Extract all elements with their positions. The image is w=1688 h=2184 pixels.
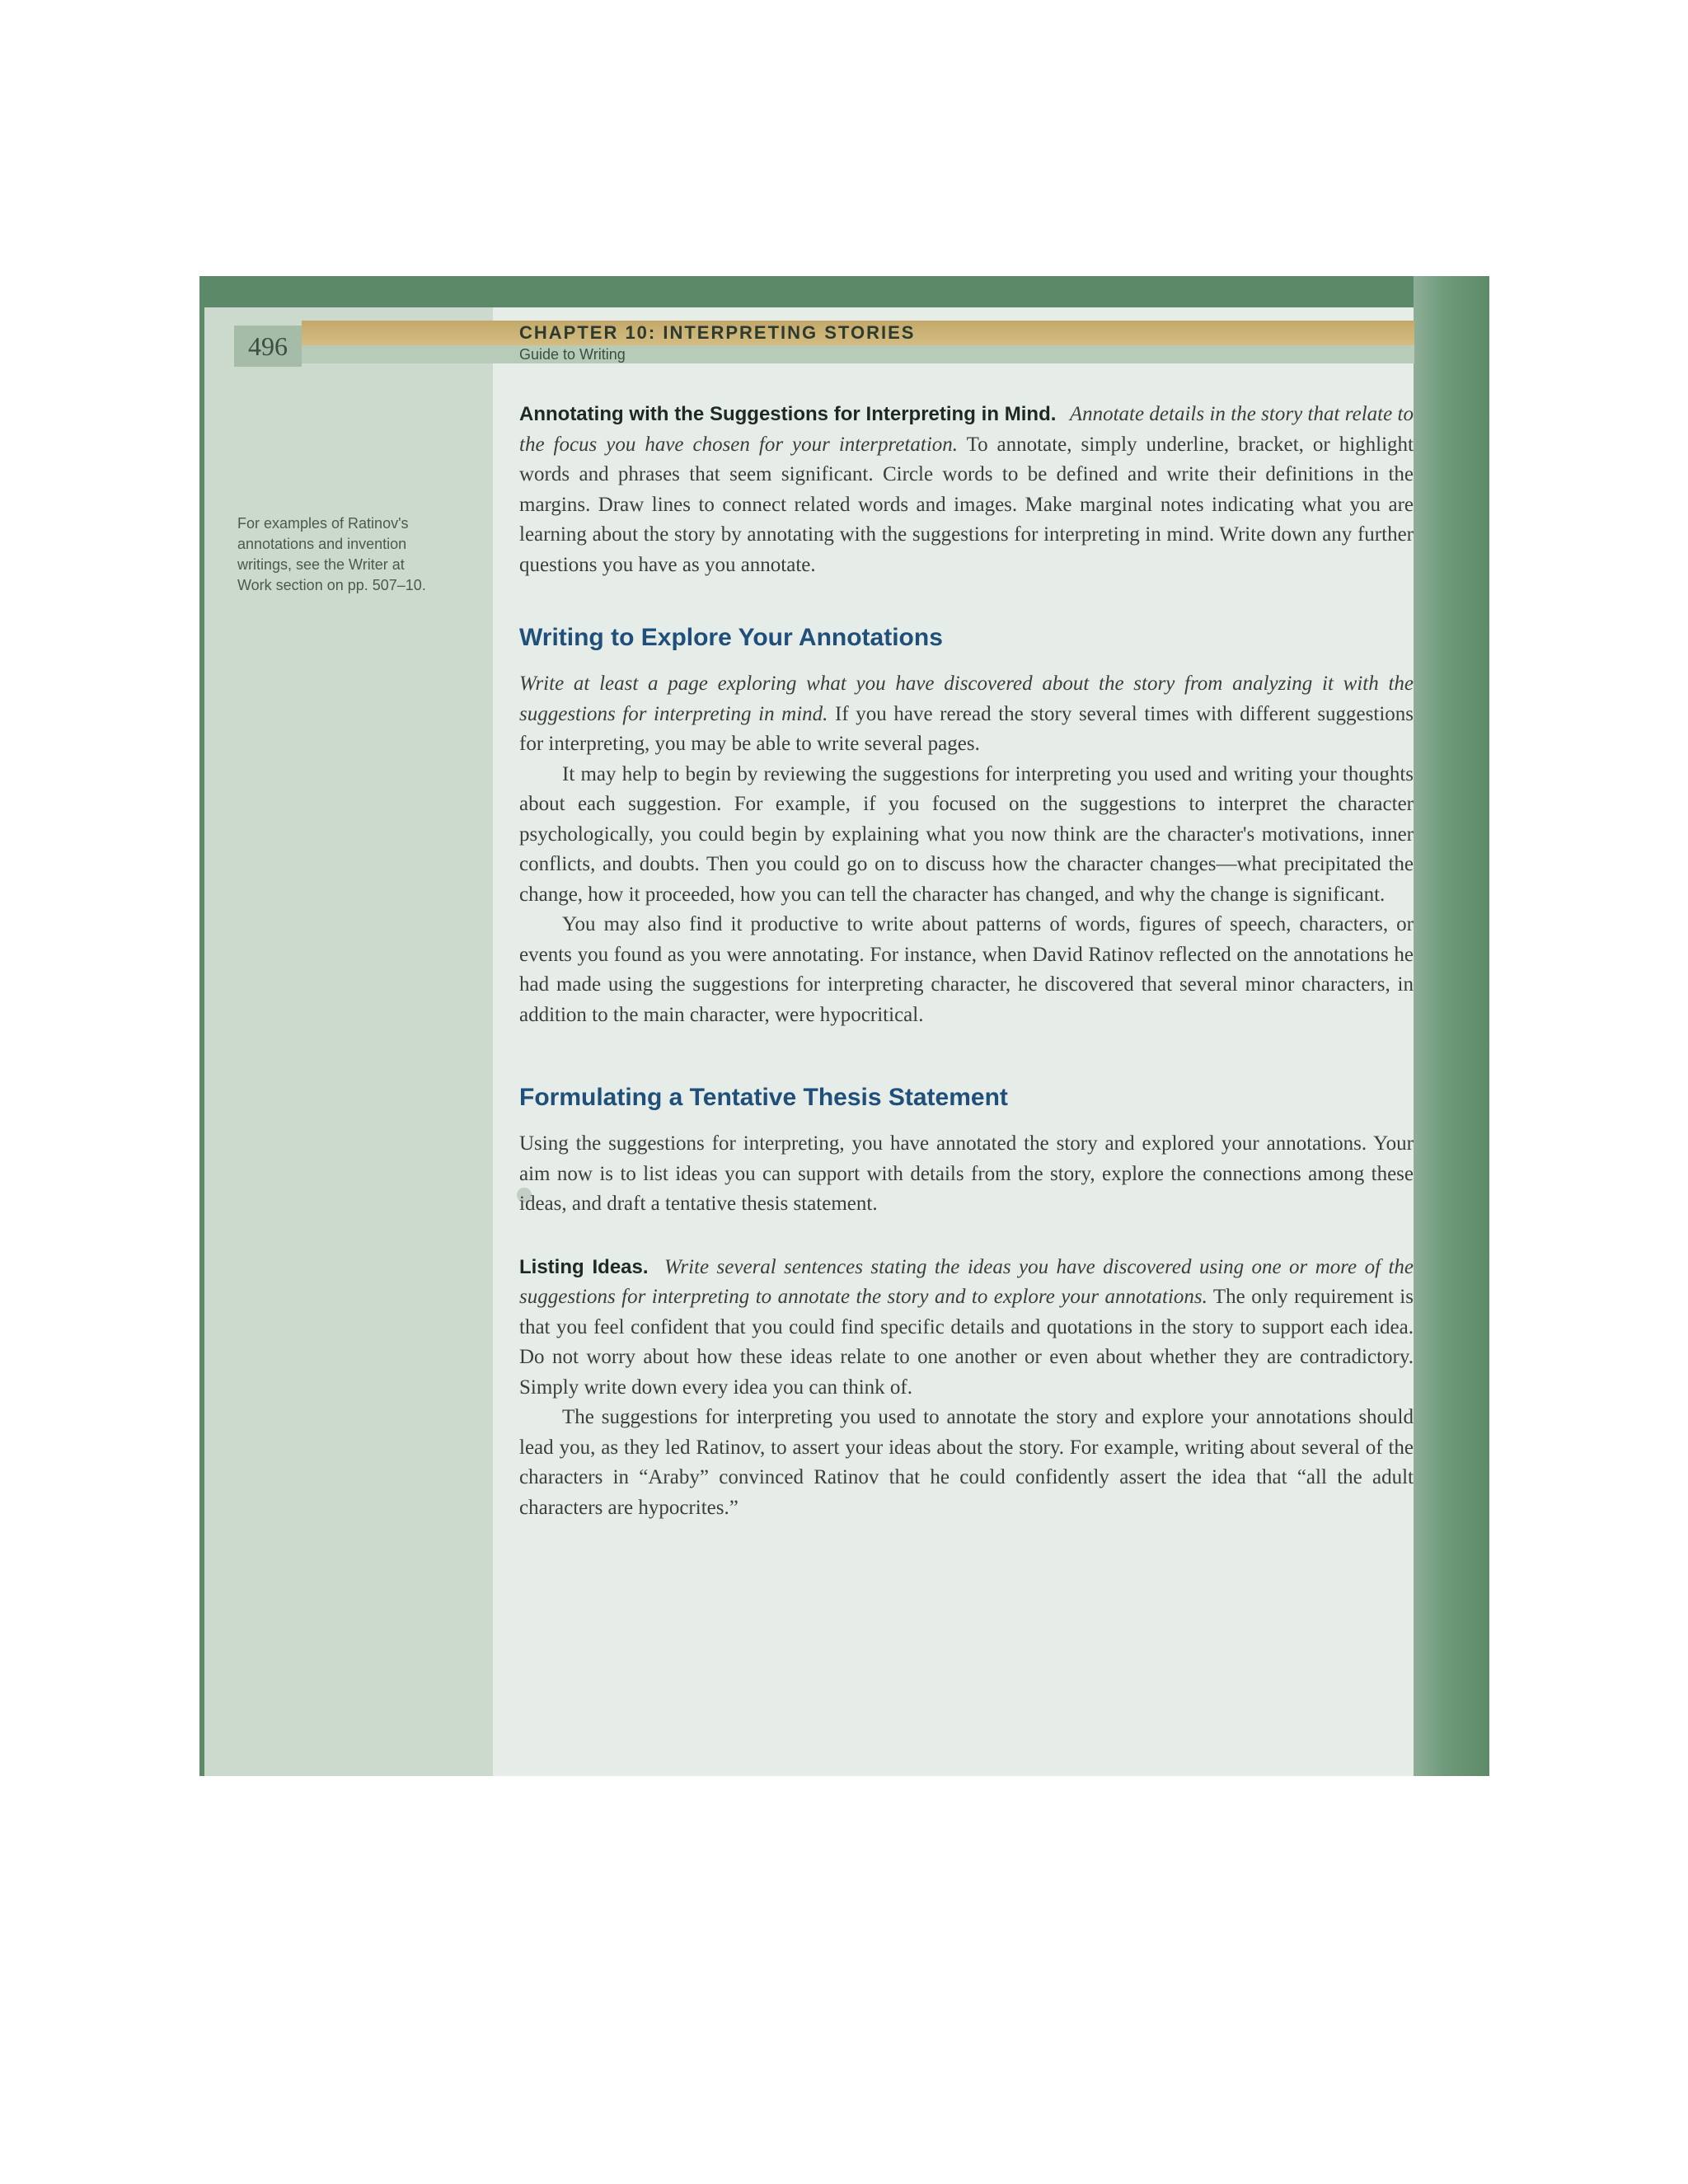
page-number: 496 <box>234 326 302 367</box>
listing-paragraph <box>519 1253 1414 1404</box>
margin-note: For examples of Ratinov's annotations and invention writings, see the Writer at Work section on pp. 507–10. <box>237 515 426 593</box>
listing-paragraph-2: The suggestions for interpreting you used to annotate the story and explore your annotations should lead you, as they led Ratinov, to assert your ideas about the story. For example, writing about several of the characters in “Araby” convinced Ratinov that he could confidently assert the idea that “all the adult characters are hypocrites.” <box>519 1406 1414 1519</box>
explore-instruction: Write at least a page exploring what you have discovered about the story from analyzing it with the suggestions for interpreting in mind. <box>519 673 1414 725</box>
explore-heading: Writing to Explore Your Annotations <box>519 624 943 651</box>
thesis-heading: Formulating a Tentative Thesis Statement <box>519 1084 1008 1111</box>
main-content <box>519 400 1414 1523</box>
explore-text: If you have reread the story several times with different suggestions for interpreting, you may be able to write several pages. <box>519 702 1414 755</box>
annotating-instruction: Annotate details in the story that relate to the focus you have chosen for your interpretation. <box>519 403 1414 456</box>
book-page <box>199 276 1489 1776</box>
listing-text: The only requirement is that you feel confident that you could find specific details and quotations in the story to support each idea. Do not worry about how these ideas relate to one another or even about whether they are contradictory. Simply write down every idea you can think of. <box>519 1286 1414 1399</box>
listing-heading: Listing Ideas. <box>519 1255 649 1278</box>
explore-paragraph-2: It may help to begin by reviewing the suggestions for interpreting you used and writing your thoughts about each suggestion. For example, if you focused on the suggestions to interpret the character psychologically, you could begin by explaining what you now think are the character's motivations, inner conflicts, and doubts. Then you could go on to discuss how the character changes—what precipitated the change, how it proceeded, how you can tell the character has changed, and why the change is significant. <box>519 762 1414 906</box>
annotating-paragraph <box>519 400 1414 580</box>
header-subbar <box>302 345 1414 363</box>
annotating-heading: Annotating with the Suggestions for Interpreting in Mind. <box>519 403 1057 425</box>
page-right-edge <box>1414 276 1489 1776</box>
chapter-subtitle: Guide to Writing <box>519 346 626 363</box>
chapter-title: CHAPTER 10: INTERPRETING STORIES <box>519 322 916 343</box>
margin-column <box>204 307 493 1776</box>
explore-paragraph-3: You may also find it productive to write about patterns of words, figures of speech, characters, or events you found as you were annotating. For instance, when David Ratinov reflected on the annotations he had made using the suggestions for interpreting character, he discovered that several minor characters, in addition to the main character, were hypocritical. <box>519 913 1414 1026</box>
listing-instruction: Write several sentences stating the ideas you have discovered using one or more of the suggestions for interpreting to annotate the story and to explore your annotations. <box>519 1255 1414 1308</box>
explore-paragraph-1 <box>519 669 1414 760</box>
page-top-edge <box>199 276 1489 307</box>
annotating-text: To annotate, simply underline, bracket, or highlight words and phrases that seem significant. Circle words to be defined and write their definitions in the margins. Draw lines to connect related words and images. Make marginal notes indicating what you are learning about the story by annotating with the suggestions for interpreting in mind. Write down any further questions you have as you annotate. <box>519 433 1414 576</box>
thesis-paragraph: Using the suggestions for interpreting, you have annotated the story and explored your annotations. Your aim now is to list ideas you can support with details from the story, explore the connections among these ideas, and draft a tentative thesis statement. <box>519 1132 1414 1215</box>
